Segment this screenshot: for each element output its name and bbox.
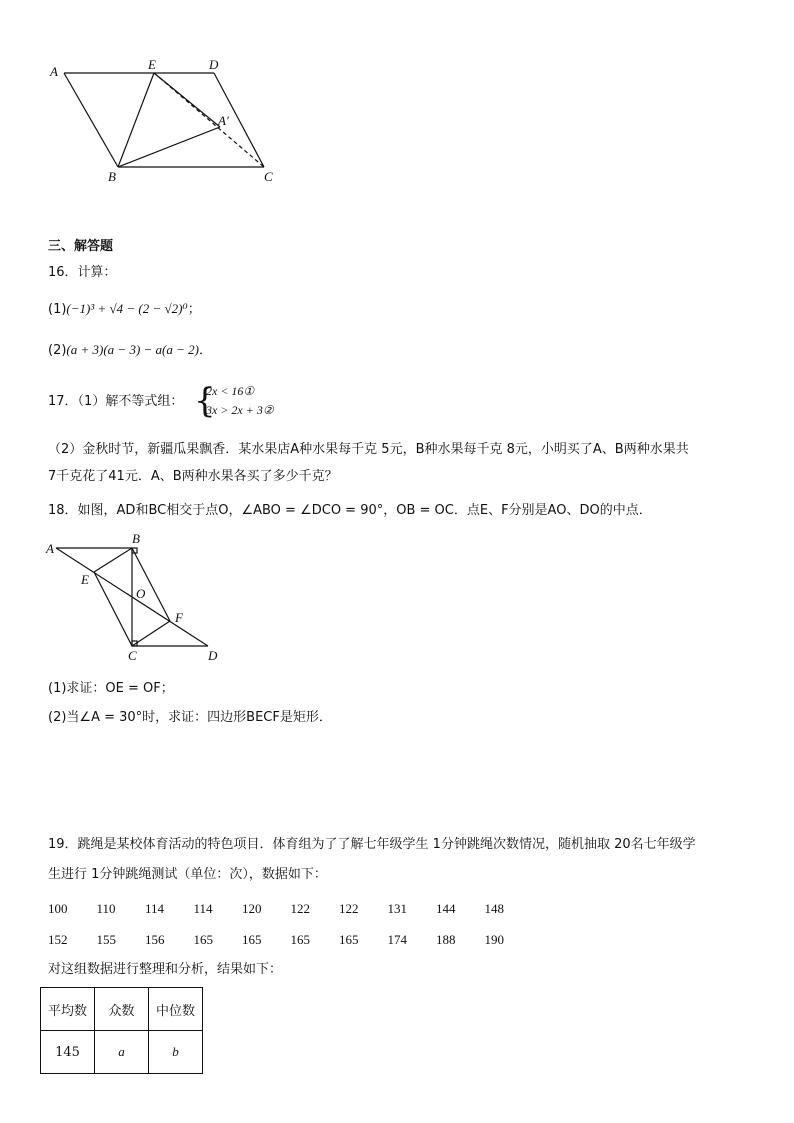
header-mode: 众数 xyxy=(95,988,149,1031)
data-value: 165 xyxy=(242,932,262,947)
label-C: C xyxy=(264,169,273,184)
data-value: 120 xyxy=(242,901,262,916)
q16-part1-number: (1) xyxy=(48,302,67,317)
data-value: 190 xyxy=(484,932,504,947)
stats-table xyxy=(40,987,203,1074)
q17-part2-line1: （2）金秋时节，新疆瓜果飘香．某水果店A种水果每千克 5元，B种水果每千克 8元，小明买了A、B两种水果共 xyxy=(48,442,689,457)
figure-parallelogram-fold xyxy=(40,55,290,190)
label-B: B xyxy=(108,169,116,184)
q16-part2-number: (2) xyxy=(48,343,67,358)
figure-q18 xyxy=(40,532,230,667)
value-mode: a xyxy=(95,1031,149,1074)
q16-part1-expression: (−1)³ + √4 − (2 − √2)⁰ xyxy=(66,301,188,316)
q19-analysis-line: 对这组数据进行整理和分析，结果如下： xyxy=(48,962,283,977)
data-value: 148 xyxy=(484,901,504,916)
label-D: D xyxy=(208,648,218,663)
label-A: A xyxy=(50,64,58,79)
data-row-2 xyxy=(48,929,533,948)
q18-part2: (2)当∠A = 30°时，求证：四边形BECF是矩形． xyxy=(48,710,332,725)
system-brace: { xyxy=(194,381,216,421)
data-value: 110 xyxy=(96,901,116,916)
data-value: 122 xyxy=(339,901,359,916)
q16-stem: 16．计算： xyxy=(48,265,117,280)
data-value: 174 xyxy=(387,932,407,947)
data-value: 155 xyxy=(96,932,116,947)
data-value: 165 xyxy=(193,932,213,947)
segment-BAprime xyxy=(118,127,220,167)
data-value: 188 xyxy=(436,932,456,947)
q16-part2-end: ． xyxy=(199,343,213,358)
label-F: F xyxy=(175,610,183,625)
segment-EC-dashed xyxy=(154,73,264,167)
data-value: 114 xyxy=(145,901,165,916)
label-O: O xyxy=(136,586,146,601)
label-Aprime: A′ xyxy=(218,113,229,128)
table-header-row xyxy=(41,988,203,1031)
label-D: D xyxy=(209,57,219,72)
q19-line1: 19．跳绳是某校体育活动的特色项目．体育组为了了解七年级学生 1分钟跳绳次数情况，随机抽取 20名七年级学 xyxy=(48,837,696,852)
data-value: 165 xyxy=(339,932,359,947)
q18-stem: 18．如图，AD和BC相交于点O，∠ABO = ∠DCO = 90°，OB = OC．点E、F分别是AO、DO的中点． xyxy=(48,503,652,518)
segment-BE xyxy=(94,548,132,572)
data-value: 165 xyxy=(290,932,310,947)
segment-EAprime xyxy=(154,73,220,127)
q16-part1-end: ； xyxy=(187,302,201,317)
table-value-row xyxy=(41,1031,203,1074)
label-A: A xyxy=(46,541,54,556)
segment-FC xyxy=(132,621,170,646)
data-value: 100 xyxy=(48,901,68,916)
segment-BF xyxy=(132,548,170,621)
q17-part1-label: 17．（1）解不等式组： xyxy=(48,394,184,409)
data-value: 114 xyxy=(193,901,213,916)
value-median: b xyxy=(149,1031,203,1074)
q16-part2 xyxy=(48,341,212,360)
segment-BE xyxy=(118,73,154,167)
q17-inequality-1: 2x < 16① xyxy=(206,384,255,398)
q17-inequality-2: 3x > 2x + 3② xyxy=(206,403,274,417)
data-value: 131 xyxy=(387,901,407,916)
value-mean: 145 xyxy=(41,1031,95,1074)
q17-part2-line2: 7千克花了41元．A、B两种水果各买了多少千克？ xyxy=(48,469,338,484)
data-value: 152 xyxy=(48,932,68,947)
label-C: C xyxy=(128,648,137,663)
segment-EC xyxy=(94,572,132,646)
data-value: 156 xyxy=(145,932,165,947)
section-title: 三、解答题 xyxy=(48,239,114,254)
q19-line2: 生进行 1分钟跳绳测试（单位：次），数据如下： xyxy=(48,867,327,882)
q16-part2-expression: (a + 3)(a − 3) − a(a − 2) xyxy=(66,342,199,357)
q18-part1: (1)求证：OE = OF； xyxy=(48,681,174,696)
header-median: 中位数 xyxy=(149,988,203,1031)
data-value: 144 xyxy=(436,901,456,916)
q16-part1 xyxy=(48,300,201,319)
data-row-1 xyxy=(48,898,533,917)
data-value: 122 xyxy=(290,901,310,916)
segment-AB xyxy=(64,73,118,167)
label-E: E xyxy=(148,57,156,72)
label-B: B xyxy=(132,532,140,546)
label-E: E xyxy=(81,572,89,587)
header-mean: 平均数 xyxy=(41,988,95,1031)
